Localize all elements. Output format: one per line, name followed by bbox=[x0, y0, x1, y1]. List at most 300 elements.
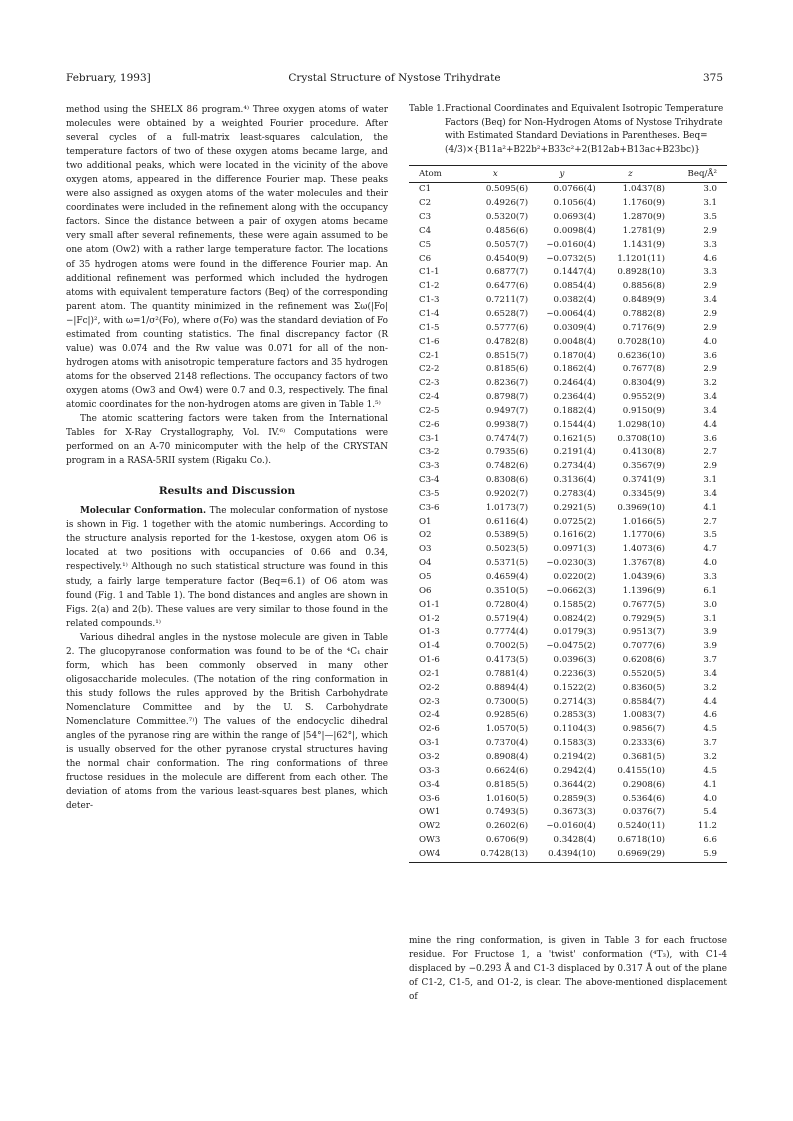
cell-z: 0.9513(7) bbox=[622, 627, 666, 638]
cell-z: 0.5520(5) bbox=[622, 668, 666, 679]
cell-atom: O3-3 bbox=[419, 765, 440, 776]
cell-y: 0.3428(4) bbox=[553, 835, 596, 846]
cell-beq: 3.4 bbox=[703, 405, 717, 416]
table-row bbox=[409, 239, 727, 253]
header-title: Crystal Structure of Nystose Trihydrate bbox=[288, 72, 501, 84]
cell-x: 0.4659(4) bbox=[485, 572, 529, 582]
cell-y: 0.1522(2) bbox=[553, 682, 596, 693]
cell-y: 0.1447(4) bbox=[553, 267, 596, 278]
cell-x: 0.6116(4) bbox=[485, 516, 529, 527]
cell-z: 0.2908(6) bbox=[622, 779, 666, 790]
cell-y: 0.2942(4) bbox=[553, 765, 596, 776]
cell-y: 0.1544(4) bbox=[553, 419, 596, 430]
cell-atom: O1-6 bbox=[419, 655, 440, 666]
cell-y: 0.0309(4) bbox=[553, 322, 596, 333]
cell-z: 1.0437(8) bbox=[622, 184, 666, 195]
table-row bbox=[409, 599, 727, 613]
cell-z: 0.7176(9) bbox=[622, 322, 666, 333]
table-row bbox=[409, 682, 727, 696]
header-date: February, 1993] bbox=[66, 72, 151, 84]
cell-x: 0.7428(13) bbox=[462, 848, 528, 862]
cell-z: 1.1201(11) bbox=[617, 253, 666, 264]
cell-beq: 4.4 bbox=[703, 696, 717, 707]
cell-z: 0.0376(7) bbox=[622, 807, 666, 818]
cell-atom: C1-5 bbox=[419, 322, 440, 333]
cell-beq: 3.7 bbox=[703, 738, 717, 749]
table-row bbox=[409, 765, 727, 779]
table-row bbox=[409, 668, 727, 682]
table-row bbox=[409, 640, 727, 654]
cell-x: 0.7935(6) bbox=[485, 447, 529, 458]
cell-y: −0.0160(4) bbox=[546, 821, 596, 832]
cell-x: 0.7493(5) bbox=[485, 807, 529, 818]
table-row bbox=[409, 363, 727, 377]
cell-beq: 3.1 bbox=[703, 475, 717, 486]
cell-atom: C3-1 bbox=[419, 433, 440, 444]
cell-x: 0.5320(7) bbox=[485, 212, 529, 223]
column-header-beq: Beq/Å² bbox=[665, 166, 727, 183]
cell-z: 1.0439(6) bbox=[622, 572, 666, 582]
dihedral-paragraph: Various dihedral angles in the nystose molecule are given in Table 2. The glucopyranose conformation was found to be of the ⁴C₁ chair form, which has been commonly observed in many other oligosaccharide molecules. (The notation of the ring conformation in this study follows the rules approved by the British Carbohydrate Nomenclature Committee and by the U. S. Carbohydrate Nomenclature Committee.⁷⁾) The values of the endocyclic dihedral angles of the pyranose ring are within the range of |54°|—|62°|, which is usually observed for the other pyranose crystal structures having the normal chair conformation. The ring conformations of three fructose residues in the molecule are different from each other. The deviation of atoms from the various least-squares best planes, which deter- bbox=[66, 632, 388, 812]
cell-y: 0.0725(2) bbox=[553, 516, 596, 527]
cell-x: 0.4856(6) bbox=[485, 225, 529, 236]
cell-atom: C1-2 bbox=[419, 281, 440, 292]
cell-beq: 3.4 bbox=[703, 488, 717, 499]
cell-z: 1.0083(7) bbox=[622, 710, 666, 721]
cell-beq: 3.3 bbox=[703, 572, 717, 582]
cell-y: 0.2464(4) bbox=[553, 378, 596, 389]
right-column bbox=[409, 103, 727, 863]
cell-beq: 11.2 bbox=[697, 821, 717, 832]
table-row bbox=[409, 225, 727, 239]
cell-z: 0.6208(6) bbox=[622, 655, 666, 666]
cell-beq: 4.7 bbox=[703, 544, 717, 555]
table-label: Table 1. bbox=[409, 104, 445, 114]
cell-z: 0.3708(10) bbox=[617, 433, 666, 444]
cell-beq: 4.0 bbox=[703, 793, 717, 804]
methods-paragraph: method using the SHELX 86 program.⁴⁾ Three oxygen atoms of water molecules were obtained by a weighted Fourier procedure. After several cycles of a full-matrix least-squares calculation, the temperature factors of two of these oxygen atoms became large, and two additional peaks, which were located in the vicinity of the above oxygen atoms, appeared in the difference Fourier map. These peaks were also assigned as oxygen atoms of the water molecules and their coordinates were included in the refinement along with the occupancy factors. Since the distance between a pair of oxygen atoms became very small after several refinements, these were again assumed to be one atom (Ow2) with a rather large temperature factor. The locations of 35 hydrogen atoms were found in the difference Fourier map. An additional refinement was performed which included the hydrogen atoms with equivalent temperature factors (Beq) of the corresponding parent atom. The quantity minimized in the refinement was Σω(|Fo|−|Fc|)², with ω=1/σ²(Fo), where σ(Fo) was the standard deviation of Fo estimated from counting statistics. The final discrepancy factor (R value) was 0.074 and the Rw value was 0.071 for all of the non-hydrogen atoms with anisotropic temperature factors and 35 hydrogen atoms for the observed 2148 reflections. The occupancy factors of two oxygen atoms (Ow3 and Ow4) were 0.7 and 0.3, respectively. The final atomic coordinates for the non-hydrogen atoms are given in Table 1.⁵⁾ bbox=[66, 105, 388, 410]
cell-z: 0.3345(9) bbox=[622, 488, 666, 499]
cell-z: 0.3741(9) bbox=[622, 475, 666, 486]
table-row bbox=[409, 834, 727, 848]
cell-x: 0.7774(4) bbox=[485, 627, 529, 638]
cell-x: 0.8185(6) bbox=[485, 364, 529, 375]
cell-x: 0.5095(6) bbox=[485, 184, 529, 195]
cell-x: 0.8908(4) bbox=[485, 751, 529, 762]
column-header-atom: Atom bbox=[409, 166, 462, 183]
cell-y: 0.2734(4) bbox=[553, 461, 596, 472]
cell-y: 0.0098(4) bbox=[553, 225, 596, 236]
cell-atom: O1-1 bbox=[419, 599, 440, 610]
cell-beq: 4.1 bbox=[703, 502, 717, 513]
column-header-x: x bbox=[462, 166, 528, 183]
table-row bbox=[409, 446, 727, 460]
cell-y: −0.0732(5) bbox=[546, 253, 596, 264]
cell-z: 1.0298(10) bbox=[617, 419, 666, 430]
cell-x: 0.8236(7) bbox=[485, 378, 529, 389]
cell-atom: O2-1 bbox=[419, 668, 440, 679]
cell-z: 0.5240(11) bbox=[617, 821, 666, 832]
table-row bbox=[409, 516, 727, 530]
cell-z: 1.1760(9) bbox=[622, 198, 666, 209]
cell-beq: 4.0 bbox=[703, 336, 717, 347]
cell-atom: O2-6 bbox=[419, 724, 440, 735]
cell-z: 0.4130(8) bbox=[622, 447, 666, 458]
cell-beq: 4.5 bbox=[703, 765, 717, 776]
cell-y: 0.0766(4) bbox=[553, 184, 596, 195]
cell-x: 0.5777(6) bbox=[485, 322, 529, 333]
cell-y: 0.0971(3) bbox=[553, 544, 596, 555]
cell-y: 0.3136(4) bbox=[553, 475, 596, 486]
cell-x: 0.9497(7) bbox=[485, 405, 529, 416]
cell-y: 0.2194(2) bbox=[553, 751, 596, 762]
cell-x: 0.9285(6) bbox=[485, 710, 529, 721]
cell-z: 0.8584(7) bbox=[622, 696, 666, 707]
cell-z: 0.8928(10) bbox=[617, 267, 666, 278]
cell-y: 0.2783(4) bbox=[553, 488, 596, 499]
cell-x: 0.6528(7) bbox=[485, 308, 529, 319]
cell-beq: 3.0 bbox=[703, 184, 717, 195]
table-row bbox=[409, 529, 727, 543]
cell-atom: O4 bbox=[419, 558, 432, 569]
right-column-text bbox=[409, 934, 727, 1004]
cell-x: 0.7002(5) bbox=[485, 641, 529, 652]
table-row bbox=[409, 460, 727, 474]
cell-y: 0.1621(5) bbox=[553, 433, 596, 444]
cell-x: 0.8185(5) bbox=[485, 779, 529, 790]
table-row bbox=[409, 350, 727, 364]
cell-y: 0.2236(3) bbox=[553, 668, 596, 679]
cell-beq: 3.3 bbox=[703, 267, 717, 278]
table-row bbox=[409, 848, 727, 862]
cell-atom: C1-4 bbox=[419, 308, 440, 319]
cell-atom: C3-2 bbox=[419, 447, 440, 458]
table-row bbox=[409, 474, 727, 488]
cell-beq: 5.9 bbox=[665, 848, 727, 862]
cell-x: 0.6877(7) bbox=[485, 267, 529, 278]
table-row bbox=[409, 806, 727, 820]
cell-y: −0.0662(3) bbox=[546, 585, 596, 596]
cell-beq: 4.1 bbox=[703, 779, 717, 790]
table-row bbox=[409, 294, 727, 308]
cell-y: 0.1583(3) bbox=[553, 738, 596, 749]
table-body bbox=[409, 183, 727, 862]
cell-x: 0.5371(5) bbox=[485, 558, 529, 569]
cell-beq: 2.9 bbox=[703, 281, 717, 292]
cell-atom: O6 bbox=[419, 585, 432, 596]
cell-atom: OW2 bbox=[419, 821, 441, 832]
cell-x: 0.9938(7) bbox=[485, 419, 529, 430]
cell-atom: O3-6 bbox=[419, 793, 440, 804]
cell-z: 0.9150(9) bbox=[622, 405, 666, 416]
cell-atom: C2-6 bbox=[419, 419, 440, 430]
cell-z: 1.1770(6) bbox=[622, 530, 666, 541]
table-header-row bbox=[409, 166, 727, 183]
cell-beq: 3.1 bbox=[703, 613, 717, 624]
coordinates-table bbox=[409, 165, 727, 862]
table-row bbox=[409, 322, 727, 336]
cell-beq: 3.4 bbox=[703, 295, 717, 306]
cell-z: 0.8360(5) bbox=[622, 682, 666, 693]
table-row bbox=[409, 613, 727, 627]
cell-atom: C1 bbox=[419, 184, 432, 195]
cell-beq: 2.9 bbox=[703, 308, 717, 319]
cell-atom: O5 bbox=[419, 572, 432, 582]
cell-y: 0.2191(4) bbox=[553, 447, 596, 458]
table-caption bbox=[409, 103, 727, 157]
cell-atom: O3 bbox=[419, 544, 432, 555]
cell-z: 0.8304(9) bbox=[622, 378, 666, 389]
cell-beq: 2.9 bbox=[703, 225, 717, 236]
cell-atom: OW1 bbox=[419, 807, 441, 818]
table-row bbox=[409, 183, 727, 197]
cell-atom: C6 bbox=[419, 253, 432, 264]
cell-beq: 3.6 bbox=[703, 350, 717, 361]
cell-beq: 3.6 bbox=[703, 433, 717, 444]
cell-z: 0.2333(6) bbox=[622, 738, 666, 749]
table-row bbox=[409, 585, 727, 599]
cell-x: 0.2602(6) bbox=[485, 821, 529, 832]
cell-atom: C2-4 bbox=[419, 392, 440, 403]
cell-beq: 4.4 bbox=[703, 419, 717, 430]
cell-z: 0.7882(8) bbox=[622, 308, 666, 319]
table-row bbox=[409, 433, 727, 447]
cell-beq: 2.9 bbox=[703, 364, 717, 375]
left-column bbox=[66, 103, 388, 813]
cell-y: 0.3673(3) bbox=[553, 807, 596, 818]
cell-x: 0.7881(4) bbox=[485, 668, 529, 679]
cell-y: 0.0824(2) bbox=[553, 613, 596, 624]
cell-z: 0.9552(9) bbox=[622, 392, 666, 403]
cell-beq: 4.0 bbox=[703, 558, 717, 569]
cell-beq: 4.6 bbox=[703, 253, 717, 264]
cell-atom: O2-3 bbox=[419, 696, 440, 707]
table-row bbox=[409, 571, 727, 585]
cell-x: 0.7370(4) bbox=[485, 738, 529, 749]
cell-z: 1.1431(9) bbox=[622, 239, 666, 250]
table-row bbox=[409, 543, 727, 557]
cell-beq: 2.9 bbox=[703, 322, 717, 333]
cell-atom: C3-4 bbox=[419, 475, 440, 486]
table-row bbox=[409, 308, 727, 322]
cell-z: 0.6969(29) bbox=[596, 848, 665, 862]
cell-x: 0.7482(6) bbox=[485, 461, 529, 472]
cell-z: 0.6236(10) bbox=[617, 350, 666, 361]
cell-atom: C1-3 bbox=[419, 295, 440, 306]
table-row bbox=[409, 280, 727, 294]
cell-beq: 3.5 bbox=[703, 212, 717, 223]
cell-atom: C3-6 bbox=[419, 502, 440, 513]
cell-y: −0.0064(4) bbox=[546, 308, 596, 319]
cell-x: 0.8894(4) bbox=[485, 682, 529, 693]
cell-x: 0.5057(7) bbox=[485, 239, 529, 250]
cell-atom: O1-4 bbox=[419, 641, 440, 652]
cell-x: 0.4782(8) bbox=[485, 336, 529, 347]
table-row bbox=[409, 709, 727, 723]
cell-y: 0.3644(2) bbox=[553, 779, 596, 790]
cell-beq: 3.2 bbox=[703, 682, 717, 693]
cell-beq: 5.4 bbox=[703, 807, 717, 818]
cell-z: 0.3567(9) bbox=[622, 461, 666, 472]
cell-x: 0.8798(7) bbox=[485, 392, 529, 403]
cell-atom: C2-2 bbox=[419, 364, 440, 375]
cell-beq: 4.6 bbox=[703, 710, 717, 721]
cell-y: 0.0396(3) bbox=[553, 655, 596, 666]
cell-z: 0.8489(9) bbox=[622, 295, 666, 306]
cell-beq: 3.1 bbox=[703, 198, 717, 209]
cell-z: 0.7929(5) bbox=[622, 613, 666, 624]
running-header bbox=[66, 72, 723, 88]
cell-z: 1.2870(9) bbox=[622, 212, 666, 223]
cell-z: 0.3969(10) bbox=[617, 502, 666, 513]
table-row bbox=[409, 266, 727, 280]
cell-x: 0.6706(9) bbox=[485, 835, 529, 846]
table-row bbox=[409, 405, 727, 419]
cell-beq: 3.7 bbox=[703, 655, 717, 666]
cell-beq: 6.1 bbox=[703, 585, 717, 596]
cell-atom: O3-4 bbox=[419, 779, 440, 790]
cell-x: 1.0570(5) bbox=[485, 724, 529, 735]
cell-x: 0.4173(5) bbox=[485, 655, 529, 666]
cell-y: 0.2714(3) bbox=[553, 696, 596, 707]
cell-y: 0.1882(4) bbox=[553, 405, 596, 416]
cell-y: 0.1585(2) bbox=[553, 599, 596, 610]
cell-x: 0.7211(7) bbox=[485, 295, 529, 306]
scattering-paragraph: The atomic scattering factors were taken from the International Tables for X-Ray Crystallography, Vol. IV.⁶⁾ Computations were performed on an A-70 minicomputer with the help of the CRYSTAN program in a RASA-5RII system (Rigaku Co.). bbox=[66, 414, 388, 467]
table-row bbox=[409, 253, 727, 267]
cell-atom: C1-1 bbox=[419, 267, 440, 278]
column-header-z: z bbox=[596, 166, 665, 183]
cell-x: 0.8308(6) bbox=[485, 475, 529, 486]
page-number: 375 bbox=[702, 72, 723, 84]
cell-x: 0.9202(7) bbox=[485, 488, 529, 499]
cell-atom: C4 bbox=[419, 225, 432, 236]
cell-y: −0.0475(2) bbox=[546, 641, 596, 652]
cell-atom: O2-2 bbox=[419, 682, 440, 693]
cell-atom: C3 bbox=[419, 212, 432, 223]
table-row bbox=[409, 336, 727, 350]
table-row bbox=[409, 654, 727, 668]
cell-y: 0.4394(10) bbox=[528, 848, 596, 862]
table-row bbox=[409, 557, 727, 571]
cell-atom: C2-1 bbox=[419, 350, 440, 361]
cell-atom: O1 bbox=[419, 516, 432, 527]
cell-x: 0.5023(5) bbox=[485, 544, 529, 555]
cell-atom: O2 bbox=[419, 530, 432, 541]
cell-y: 0.0854(4) bbox=[553, 281, 596, 292]
cell-beq: 2.7 bbox=[703, 447, 717, 458]
conformation-text: The molecular conformation of nystose is shown in Fig. 1 together with the atomic numberings. According to the structure analysis reported for the 1-kestose, oxygen atom O6 is located at two positions with occupancies of 0.66 and 0.34, respectively.¹⁾ Although no such statistical structure was found in this study, a fairly large temperature factor (Beq=6.1) of O6 atom was found (Fig. 1 and Table 1). The bond distances and angles are shown in Figs. 2(a) and 2(b). These values are very similar to those found in the related compounds.¹⁾ bbox=[66, 506, 388, 629]
cell-x: 0.7280(4) bbox=[485, 599, 529, 610]
cell-y: 0.1056(4) bbox=[553, 198, 596, 209]
runin-heading: Molecular Conformation. bbox=[80, 506, 207, 517]
table-row bbox=[409, 211, 727, 225]
cell-beq: 2.9 bbox=[703, 461, 717, 472]
cell-beq: 3.5 bbox=[703, 530, 717, 541]
table-row bbox=[409, 488, 727, 502]
cell-beq: 3.2 bbox=[703, 378, 717, 389]
cell-z: 1.4073(6) bbox=[622, 544, 666, 555]
table-row bbox=[409, 626, 727, 640]
cell-atom: O1-2 bbox=[419, 613, 440, 624]
cell-x: 0.5389(5) bbox=[485, 530, 529, 541]
cell-y: 0.2853(3) bbox=[553, 710, 596, 721]
cell-z: 1.0166(5) bbox=[622, 516, 666, 527]
cell-z: 0.7077(6) bbox=[622, 641, 666, 652]
table-row bbox=[409, 419, 727, 433]
cell-z: 0.5364(6) bbox=[622, 793, 666, 804]
cell-beq: 3.9 bbox=[703, 627, 717, 638]
cell-y: 0.0048(4) bbox=[553, 336, 596, 347]
cell-x: 1.0160(5) bbox=[485, 793, 529, 804]
cell-x: 0.6477(6) bbox=[485, 281, 529, 292]
cell-x: 0.4540(9) bbox=[485, 253, 529, 264]
cell-x: 0.7300(5) bbox=[485, 696, 529, 707]
table-row bbox=[409, 377, 727, 391]
cell-y: −0.0230(3) bbox=[546, 558, 596, 569]
cell-atom: OW4 bbox=[409, 848, 462, 862]
table-row bbox=[409, 737, 727, 751]
cell-y: 0.2364(4) bbox=[553, 392, 596, 403]
cell-x: 0.8515(7) bbox=[485, 350, 529, 361]
cell-z: 0.3681(5) bbox=[622, 751, 666, 762]
cell-x: 0.4926(7) bbox=[485, 198, 529, 209]
cell-y: 0.0220(2) bbox=[553, 572, 596, 582]
cell-y: 0.2921(5) bbox=[553, 502, 596, 513]
cell-z: 1.1396(9) bbox=[622, 585, 666, 596]
table-row bbox=[409, 751, 727, 765]
cell-x: 0.5719(4) bbox=[485, 613, 529, 624]
cell-y: 0.1870(4) bbox=[553, 350, 596, 361]
cell-x: 0.7474(7) bbox=[485, 433, 529, 444]
cell-atom: C5 bbox=[419, 239, 432, 250]
cell-beq: 3.4 bbox=[703, 668, 717, 679]
cell-z: 0.8856(8) bbox=[622, 281, 666, 292]
cell-atom: C3-3 bbox=[419, 461, 440, 472]
cell-y: 0.0382(4) bbox=[553, 295, 596, 306]
section-title: Results and Discussion bbox=[158, 485, 296, 498]
cell-z: 0.4155(10) bbox=[617, 765, 666, 776]
cell-x: 0.3510(5) bbox=[485, 585, 529, 596]
cell-beq: 3.2 bbox=[703, 751, 717, 762]
cell-beq: 6.6 bbox=[703, 835, 717, 846]
column-header-y: y bbox=[528, 166, 596, 183]
table-row bbox=[409, 793, 727, 807]
cell-atom: C2-5 bbox=[419, 405, 440, 416]
table-row bbox=[409, 820, 727, 834]
cell-y: −0.0160(4) bbox=[546, 239, 596, 250]
cell-atom: C2-3 bbox=[419, 378, 440, 389]
cell-z: 0.9856(7) bbox=[622, 724, 666, 735]
conformation-paragraph bbox=[66, 504, 388, 630]
cell-beq: 3.0 bbox=[703, 599, 717, 610]
table-row bbox=[409, 391, 727, 405]
cell-beq: 4.5 bbox=[703, 724, 717, 735]
cell-y: 0.0179(3) bbox=[553, 627, 596, 638]
cell-atom: C1-6 bbox=[419, 336, 440, 347]
cell-atom: C2 bbox=[419, 198, 432, 209]
table-row bbox=[409, 502, 727, 516]
cell-y: 0.2859(3) bbox=[553, 793, 596, 804]
cell-z: 1.2781(9) bbox=[622, 225, 666, 236]
cell-beq: 2.7 bbox=[703, 516, 717, 527]
cell-atom: O2-4 bbox=[419, 710, 440, 721]
cell-x: 1.0173(7) bbox=[485, 502, 529, 513]
cell-z: 0.7677(8) bbox=[622, 364, 666, 375]
cell-atom: O3-2 bbox=[419, 751, 440, 762]
cell-y: 0.1104(3) bbox=[553, 724, 596, 735]
cell-x: 0.6624(6) bbox=[485, 765, 529, 776]
